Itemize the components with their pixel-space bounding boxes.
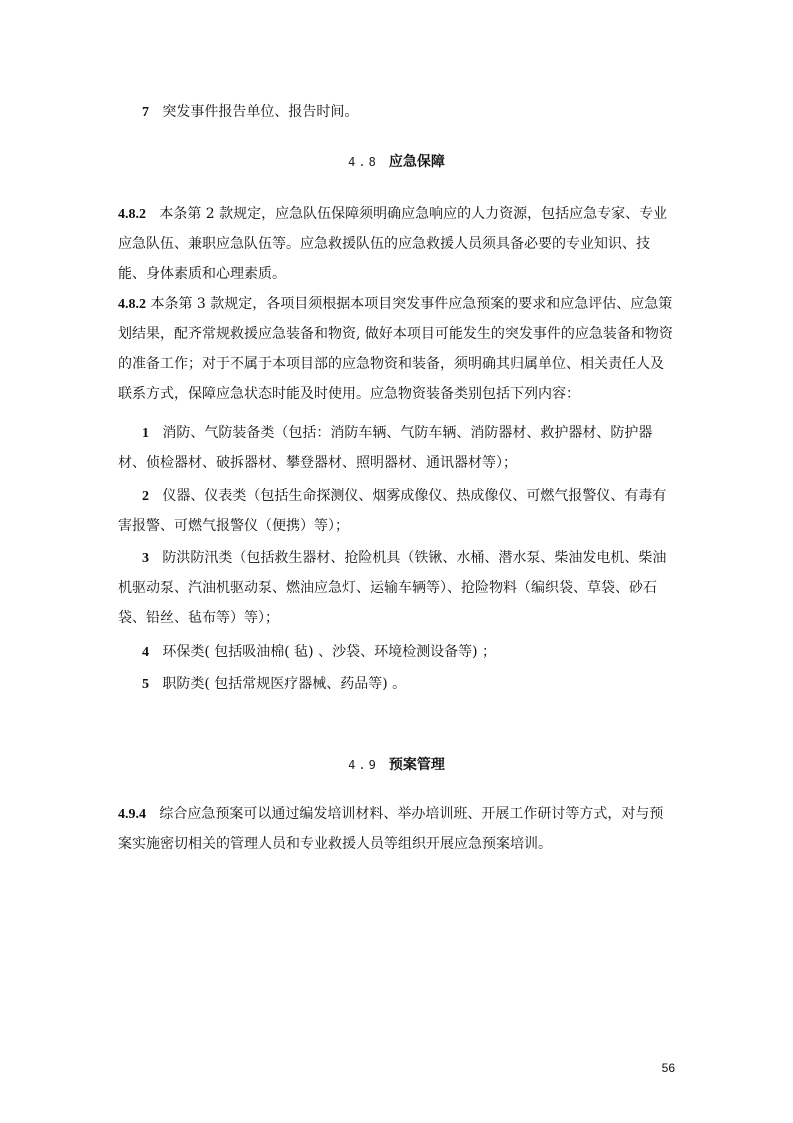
- paragraph-4-9-4-line-2: 案实施密切相关的管理人员和专业救援人员等组织开展应急预案培训。: [118, 836, 552, 852]
- paragraph-4-9-4-line-1: [118, 804, 678, 825]
- section-heading-4-8: [0, 152, 793, 172]
- list-text: 防洪防汛类（包括救生器材、抢险机具（铁锹、水桶、潜水泵、柴油发电机、柴油: [162, 550, 667, 566]
- section-number: 4.9: [348, 758, 379, 772]
- paragraph-4-8-2-b-line-3: 的准备工作；对于不属于本项目部的应急物资和装备，须明确其归属单位、相关责任人及: [118, 356, 664, 372]
- paragraph-4-8-2-b-line-2: 划结果，配齐常规救援应急装备和物资, 做好本项目可能发生的突发事件的应急装备和物资: [118, 326, 673, 342]
- list-item-3-line-1: [142, 548, 702, 569]
- section-title: 预案管理: [388, 757, 445, 773]
- list-item-2-line-2: 害报警、可燃气报警仪（便携）等）；: [118, 518, 349, 534]
- list-number: 2: [142, 489, 149, 504]
- item-number: 7: [142, 105, 149, 120]
- section-number: 4.8: [348, 155, 379, 169]
- list-number: 5: [142, 677, 149, 692]
- clause-number: 4.9.4: [118, 807, 146, 822]
- list-item-5: [142, 674, 702, 695]
- clause-number: 4.8.2: [118, 207, 146, 222]
- paragraph-text: 综合应急预案可以通过编发培训材料、举办培训班、开展工作研讨等方式，对与预: [159, 806, 664, 822]
- list-item-4: [142, 642, 702, 663]
- list-item-1-line-1: [142, 423, 702, 444]
- list-item-3-line-3: 袋、铅丝、毡布等）等）；: [118, 610, 279, 626]
- item-text: 突发事件报告单位、报告时间。: [162, 104, 359, 120]
- paragraph-text: 本条第 2 款规定，应急队伍保障须明确应急响应的人力资源，包括应急专家、专业: [159, 206, 668, 222]
- section-title: 应急保障: [388, 154, 445, 170]
- list-number: 4: [142, 645, 149, 660]
- list-item-3-line-2: 机驱动泵、汽油机驱动泵、燃油应急灯、运输车辆等）、抢险物料（编织袋、草袋、砂石: [118, 580, 657, 596]
- page-number: 56: [661, 1061, 675, 1075]
- list-text: 环保类( 包括吸油棉( 毡) 、沙袋、环境检测设备等) ；: [162, 644, 497, 660]
- list-number: 1: [142, 426, 149, 441]
- paragraph-4-8-2-b-line-4: 联系方式，保障应急状态时能及时使用。应急物资装备类别包括下列内容：: [118, 386, 580, 402]
- list-number: 3: [142, 551, 149, 566]
- paragraph-text: 本条第 3 款规定，各项目须根据本项目突发事件应急预案的要求和应急评估、应急策: [150, 296, 673, 312]
- list-text: 消防、气防装备类（包括：消防车辆、气防车辆、消防器材、救护器材、防护器: [162, 425, 653, 441]
- clause-number: 4.8.2: [118, 297, 146, 312]
- list-item-2-line-1: [142, 486, 702, 507]
- paragraph-4-8-2-b-line-1: [118, 294, 678, 315]
- paragraph-4-8-2-a-line-3: 能、身体素质和心理素质。: [118, 266, 286, 282]
- section-heading-4-9: [0, 755, 793, 775]
- item-7: [142, 102, 702, 123]
- paragraph-4-8-2-a-line-1: [118, 204, 678, 225]
- list-text: 职防类( 包括常规医疗器械、药品等) 。: [162, 676, 407, 692]
- list-text: 仪器、仪表类（包括生命探测仪、烟雾成像仪、热成像仪、可燃气报警仪、有毒有: [162, 488, 667, 504]
- list-item-1-line-2: 材、侦检器材、破拆器材、攀登器材、照明器材、通讯器材等）；: [118, 455, 517, 471]
- paragraph-4-8-2-a-line-2: 应急队伍、兼职应急队伍等。应急救援队伍的应急救援人员须具备必要的专业知识、技: [118, 236, 650, 252]
